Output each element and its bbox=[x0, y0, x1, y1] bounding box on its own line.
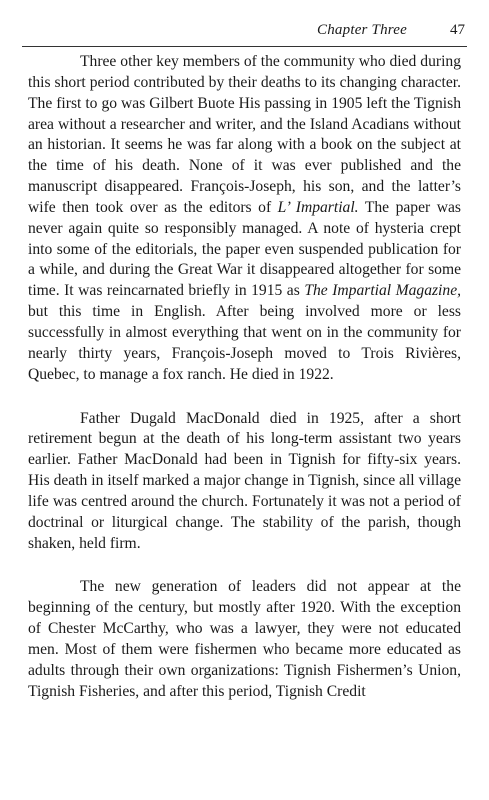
paragraph-2 bbox=[28, 409, 461, 555]
body-text bbox=[28, 52, 461, 702]
header-rule bbox=[22, 46, 467, 47]
paragraph-3 bbox=[28, 577, 461, 702]
paragraph-text: Father Dugald MacDonald died in 1925, after a short retirement begun at the death of his long-term assistant two years earlier. Father MacDonald had been in Tignish for fifty-six years. His death in itself marked a major change in Tignish, since all village life was centred around the church. Fortunately it was not a period of doctrinal or liturgical change. The stability of the parish, though shaken, held firm. bbox=[28, 409, 461, 552]
magazine-title: The Impartial Magazine, bbox=[304, 282, 462, 300]
paragraph-text: The paper was never again quite so responsibly managed. A note of hysteria crept into some of the editorials, the paper even suspended publication for a while, and during the Great War it disappeared altogether for some time. It was reincarnated briefly in 1915 as bbox=[28, 198, 461, 300]
page-number: 47 bbox=[450, 22, 465, 38]
running-header bbox=[22, 22, 467, 44]
chapter-title: Chapter Three bbox=[317, 22, 407, 38]
paragraph-text: The new generation of leaders did not appear at the beginning of the century, but mostly after 1920. With the exception of Chester McCarthy, who was a lawyer, they were not educated men. Most of them were fishermen who became more educated as adults through their own organizations: Tignish Fishermen’s Union, Tignish Fisheries, and after this period, Tignish Credit bbox=[28, 578, 461, 700]
paragraph-text: Three other key members of the community who died during this short period contributed by their deaths to its changing character. The first to go was Gilbert Buote His passing in 1905 left the Tignish area without a researcher and writer, and the Island Acadians without an historian. It seems he was far along with a book on the subject at the time of his death. None of it was ever published and the manuscript disappeared. François-Joseph, his son, and the latter’s wife then took over as the editors of bbox=[28, 53, 461, 216]
paragraph-text: but this time in English. After being involved more or less successfully in almost everything that went on in the community for nearly thirty years, François-Joseph moved to Trois Rivières, Quebec, to manage a fox ranch. He died in 1922. bbox=[28, 303, 461, 383]
newspaper-title: L’ Impartial. bbox=[277, 198, 359, 216]
paragraph-1 bbox=[28, 52, 461, 386]
